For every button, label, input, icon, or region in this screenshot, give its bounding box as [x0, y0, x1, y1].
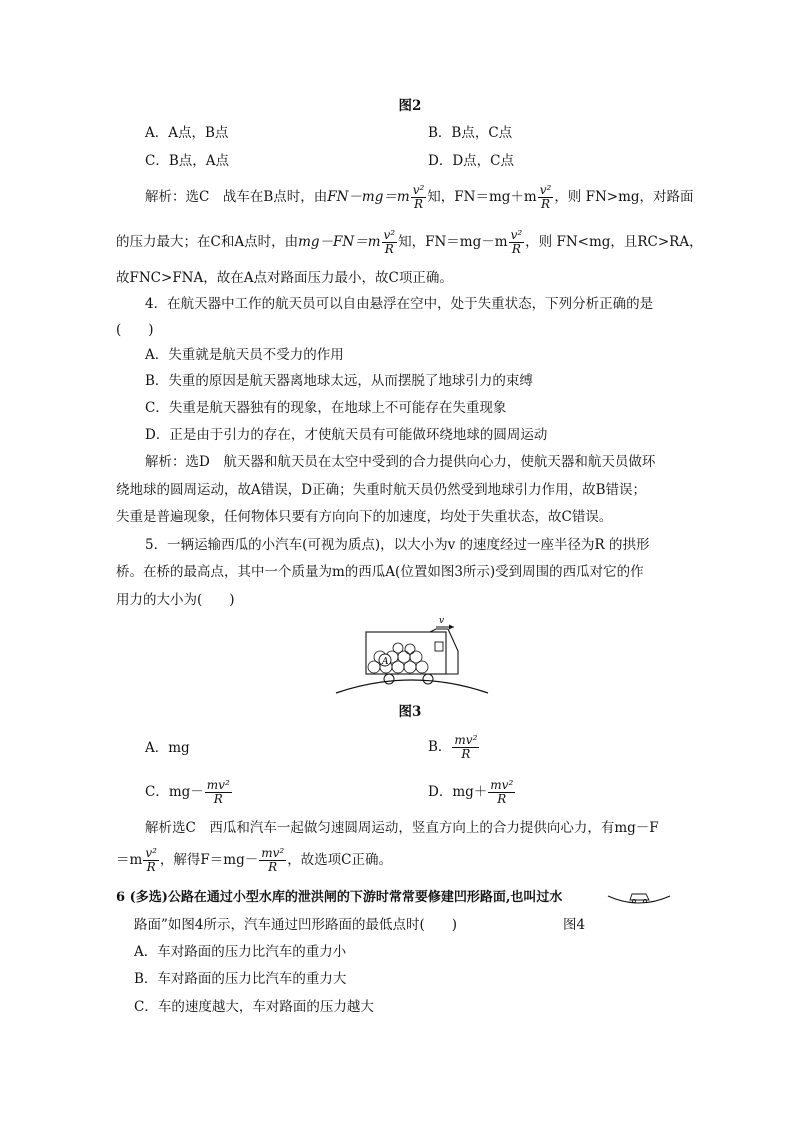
q4-analysis-line2: 绕地球的圆周运动，故A错误，D正确；失重时航天员仍然受到地球引力作用，故B错误；	[116, 482, 646, 498]
q4-option-c: C．失重是航天器独有的现象，在地球上不可能存在失重现象	[145, 400, 507, 416]
q5-option-d: D．mg＋ $\frac{\text{mv²}}{R}$	[428, 778, 514, 806]
truck-cargo-box	[366, 632, 446, 674]
fig4-concave-road	[606, 886, 672, 910]
q5-analysis-line2: ＝m $\frac{\text{v²}}{R}$ ，解得F＝mg－ $\frac{\text{mv²}}{R}$ ，故选项C正确。	[116, 846, 393, 874]
fig3-truck-on-bridge	[332, 615, 492, 695]
q6-stem-line1: 6 (多选)公路在通过小型水库的泄洪闸的下游时常常要修建凹形路面,也叫过水	[116, 890, 563, 905]
q5-stem-line3: 用力的大小为( )	[116, 592, 235, 608]
fraction: $\frac{\text{v²}}{R}$	[539, 183, 552, 211]
arrow-head	[449, 625, 454, 630]
q4-option-d: D．正是由于引力的存在，才使航天员有可能做环绕地球的圆周运动	[145, 427, 548, 443]
truck-cab	[430, 629, 458, 674]
q3-analysis-line1: 解析：选C 战车在B点时，由FN－mg＝m $\frac{\text{v²}}{R}$ 知，FN＝mg＋m $\frac{\text{v²}}{R}$ ，则 FN>mg，对路面	[145, 183, 694, 211]
q5-analysis-line1: 解析选C 西瓜和汽车一起做匀速圆周运动，竖直方向上的合力提供向心力，有mg－F	[145, 820, 659, 836]
fraction: $\frac{\text{v²}}{R}$	[145, 846, 157, 874]
q3-option-b: B．B点，C点	[428, 125, 513, 141]
fraction: $\frac{\text{mv²}}{R}$	[454, 733, 478, 761]
bridge-arch	[336, 680, 488, 693]
fig2-caption: 图2	[398, 98, 422, 114]
q4-option-b: B．失重的原因是航天器离地球太远，从而摆脱了地球引力的束缚	[145, 373, 533, 389]
label-v: v	[439, 616, 445, 626]
fraction: $\frac{\text{mv²}}{R}$	[261, 846, 285, 874]
q6-option-a: A．车对路面的压力比汽车的重力小	[134, 944, 347, 960]
fraction: $\frac{\text{v²}}{R}$	[383, 228, 396, 256]
q5-option-b: B． $\frac{\text{mv²}}{R}$	[428, 733, 478, 761]
q4-analysis-line3: 失重是普遍现象，任何物体只要有方向向下的加速度，均处于失重状态，故C错误。	[116, 509, 613, 525]
truck-window	[435, 642, 443, 651]
q4-option-a: A．失重就是航天员不受力的作用	[145, 347, 344, 363]
watermelons	[368, 643, 428, 673]
fraction: $\frac{\text{mv²}}{R}$	[490, 778, 514, 806]
label-a: A	[382, 657, 389, 667]
fraction: $\frac{\text{v²}}{R}$	[412, 183, 425, 211]
q6-option-c: C．车的速度越大，车对路面的压力越大	[134, 999, 374, 1015]
concave-road	[608, 896, 670, 903]
q3-option-c: C．B点，A点	[145, 153, 229, 169]
wheel	[384, 674, 394, 684]
wheel	[423, 674, 433, 684]
q3-analysis-line3: 故FNC>FNA，故在A点对路面压力最小，故C项正确。	[116, 270, 453, 286]
q6-option-b: B．车对路面的压力比汽车的重力大	[134, 971, 347, 987]
q4-analysis-line1: 解析：选D 航天器和航天员在太空中受到的合力提供向心力，使航天器和航天员做环	[145, 454, 656, 470]
q5-stem-line1: 5．一辆运输西瓜的小汽车(可视为质点)，以大小为v 的速度经过一座半径为R 的拱形	[145, 537, 650, 553]
q3-option-a: A．A点，B点	[145, 125, 229, 141]
fig4-caption: 图4	[563, 917, 586, 933]
q4-stem-line2: ( )	[116, 322, 154, 338]
fig3-caption: 图3	[398, 704, 422, 720]
q5-option-c: C．mg－ $\frac{\text{mv²}}{R}$	[145, 778, 230, 806]
q3-option-d: D．D点，C点	[428, 153, 514, 169]
car-body	[630, 894, 649, 900]
fraction: $\frac{\text{mv²}}{R}$	[206, 778, 230, 806]
fraction: $\frac{\text{v²}}{R}$	[510, 228, 523, 256]
q5-option-a: A．mg	[145, 740, 190, 756]
q6-stem-line2: 路面”如图4所示，汽车通过凹形路面的最低点时( )	[134, 917, 458, 933]
q3-analysis-line2: 的压力最大；在C和A点时，由mg－FN＝m $\frac{\text{v²}}{R}$ 知，FN＝mg－m $\frac{\text{v²}}{R}$ ，则 FN<mg，且RC>RA，	[116, 228, 703, 256]
q5-stem-line2: 桥。在桥的最高点，其中一个质量为m的西瓜A(位置如图3所示)受到周围的西瓜对它的作	[116, 564, 644, 580]
q4-stem-line1: 4．在航天器中工作的航天员可以自由悬浮在空中，处于失重状态，下列分析正确的是	[145, 296, 654, 312]
